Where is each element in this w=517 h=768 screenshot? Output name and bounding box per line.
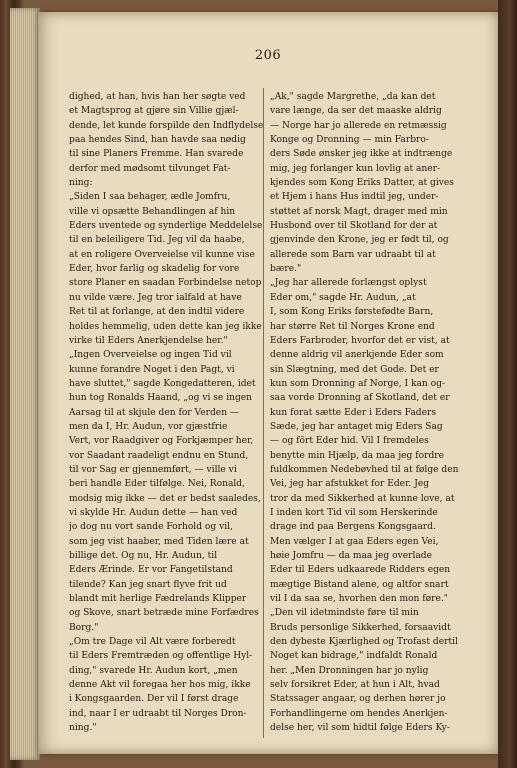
text-line: Sæde, jeg har antaget mig Eders Sag (270, 421, 443, 432)
text-line: modsig mig ikke — det er bedst saaledes, (69, 493, 261, 504)
text-line: har større Ret til Norges Krone end (270, 321, 435, 332)
text-line: Men vælger I at gaa Eders egen Vei, (270, 536, 439, 547)
facing-page-edge (498, 0, 517, 768)
text-line: paa hendes Sind, han havde saa nødig (69, 135, 246, 146)
text-line: som jeg vist haaber, med Tiden lære at (69, 536, 249, 547)
text-line: allerede som Barn var udraabt til at (270, 249, 436, 260)
text-line: kunne forandre Noget i den Pagt, vi (69, 364, 235, 375)
text-line: beri handle Eder tilfølge. Nei, Ronald, (69, 479, 246, 490)
text-line: ning." (69, 723, 97, 734)
text-line: Borg." (69, 622, 99, 633)
text-line: kun som Dronning af Norge, I kan og- (270, 378, 446, 389)
text-line: I, som Kong Eriks førstefødte Barn, (270, 307, 434, 318)
text-line: „Den vil idetmindste føre til min (270, 608, 419, 619)
text-line: blandt mit herlige Fædrelands Klipper (69, 594, 247, 605)
text-line: Eders Farbroder, hvorfor det er vist, at (270, 335, 450, 346)
right-column (270, 90, 468, 735)
text-line: vi skylde Hr. Audun dette — han ved (69, 507, 238, 518)
text-line: vil I da saa se, hvorhen den mon føre." (270, 594, 448, 605)
text-line: benytte min Hjælp, da maa jeg fordre (270, 450, 445, 461)
text-line: i Kongsgaarden. Der vil I først drage (69, 694, 239, 705)
text-line: vor Saadant raadeligt endnu en Stund, (69, 450, 249, 461)
text-line: Eder om," sagde Hr. Audun, „at (270, 292, 416, 303)
text-line: tror da med Sikkerhed at kunne love, at (270, 493, 455, 504)
text-line: sin Slægtning, med det Gode. Det er (270, 364, 439, 375)
text-line: gjenvinde den Krone, jeg er født til, og (270, 235, 449, 246)
text-line: „Jeg har allerede forlængst oplyst (270, 278, 427, 289)
text-line: Eders Ærinde. Er vor Fangetilstand (69, 565, 233, 576)
text-line: Eder til Eders udkaarede Ridders egen (270, 565, 451, 576)
text-line: ville vi opsætte Behandlingen af hin (69, 206, 236, 217)
text-line: „Ingen Overveielse og ingen Tid vil (69, 350, 232, 361)
text-line: ind, naar I er udraabt til Norges Dron- (69, 708, 247, 719)
text-line: Husbond over til Skotland for der at (270, 221, 438, 232)
text-line: Eders uventede og synderlige Meddelelse (69, 221, 263, 232)
text-line: Vert, vor Raadgiver og Forkjæmper her, (69, 436, 254, 447)
text-line: Statssager angaar, og derhen hører jo (270, 694, 446, 705)
text-line: virke til Eders Anerkjendelse her." (69, 335, 228, 346)
left-column (69, 90, 267, 735)
text-line: et Hjem i hans Hus indtil jeg, under- (270, 192, 439, 203)
text-line: støttet af norsk Magt, drager med min (270, 206, 448, 217)
text-line: fuldkommen Nedebøvhed til at følge den (270, 464, 459, 475)
text-line: „Siden I saa behager, ædle Jomfru, (69, 192, 231, 203)
text-line: derfor med mødsomt tilvunget Fat- (69, 163, 231, 174)
text-line: mig, jeg forlanger kun lovlig at aner- (270, 163, 441, 174)
text-line: billige det. Og nu, Hr. Audun, til (69, 551, 218, 561)
text-line: Eder, hvor farlig og skadelig for vore (69, 264, 240, 275)
text-line: holdes hemmelig, uden dette kan jeg ikke (69, 321, 262, 332)
text-line: Vei, jeg har afstukket for Eder. Jeg (270, 479, 430, 490)
text-line: jo dog nu vort sande Forhold og vil, (69, 522, 233, 533)
text-line: Aarsag til at skjule den for Verden — (69, 407, 240, 418)
text-line: et Magtsprog at gjøre sin Villie gjæl- (69, 106, 239, 117)
text-line: delse her, vil som hidtil følge Eders Ky- (270, 723, 450, 734)
text-line: ding," svarede Hr. Audun kort, „men (69, 665, 238, 676)
text-line: til vor Sag er gjennemført, — ville vi (69, 464, 237, 475)
text-line: ning: (69, 178, 93, 189)
text-line: her. „Men Dronningen har jo nylig (270, 665, 429, 676)
text-line: mægtige Bistand alene, og altfor snart (270, 579, 449, 590)
text-line: Bruds personlige Sikkerhed, forsaavidt (270, 622, 451, 633)
text-line: denne aldrig vil anerkjende Eder som (270, 350, 444, 361)
text-line: I inden kort Tid vil som Herskerinde (270, 507, 438, 518)
text-line: dighed, at han, hvis han her søgte ved (69, 92, 246, 102)
text-line: vare længe, da ser det maaske aldrig (270, 106, 442, 117)
text-line: have sluttet," sagde Kongedatteren, idet (69, 378, 256, 389)
text-line: at en roligere Overveielse vil kunne vise (69, 249, 255, 260)
text-line: kun forat sætte Eder i Eders Faders (270, 407, 437, 418)
text-line: og Skove, snart betræde mine Forfædres (69, 608, 259, 619)
page-stack-edge (10, 8, 40, 760)
text-line: tilende? Kan jeg snart flyve frit ud (69, 579, 227, 590)
text-line: nu vilde være. Jeg tror ialfald at have (69, 292, 242, 303)
text-line: til en beleiligere Tid. Jeg vil da haabe, (69, 235, 245, 246)
text-line: Konge og Dronning — min Farbro- (270, 135, 429, 146)
text-line: dende, let kunde forspilde den Indflydelse (69, 120, 264, 131)
text-line: Forhandlingerne om hendes Anerkjen- (270, 708, 448, 719)
text-line: ders Søde ønsker jeg ikke at indtrænge (270, 149, 453, 160)
text-line: til Eders Fremtræden og offentlige Hyl- (69, 651, 253, 662)
text-line: drage ind paa Bergens Kongsgaard. (270, 522, 436, 533)
text-line: „Om tre Dage vil Alt være forberedt (69, 637, 236, 648)
text-line: denne Akt vil foregaa her hos mig, ikke (69, 680, 251, 691)
text-line: selv forsikret Eder, at hun i Alt, hvad (270, 680, 440, 691)
page-number: 206 (254, 48, 282, 63)
text-line: Noget kan bidrage," indfaldt Ronald (270, 651, 438, 662)
text-line: bære." (270, 264, 302, 275)
text-line: „Ak," sagde Margrethe, „da kan det (270, 92, 436, 102)
text-line: høie Jomfru — da maa jeg overlade (270, 551, 432, 561)
text-line: den dybeste Kjærlighed og Trofast dertil (270, 637, 458, 648)
text-line: kjendes som Kong Eriks Datter, at gives (270, 178, 454, 189)
text-line: hun tog Ronalds Haand, „og vi se ingen (69, 393, 253, 404)
text-line: men da I, Hr. Audun, vor gjæstfrie (69, 421, 228, 432)
text-line: — Norge har jo allerede en retmæssig (270, 120, 447, 131)
text-line: saa vorde Dronning af Skotland, det er (270, 393, 450, 404)
text-line: — og fört Eder hid. Vil I fremdeles (270, 436, 429, 447)
book-page (38, 12, 498, 754)
text-line: Ret til at forlange, at den indtil videre (69, 307, 245, 318)
text-line: til sine Planers Fremme. Han svarede (69, 149, 244, 160)
text-line: store Planer en saadan Forbindelse netop (69, 278, 262, 289)
